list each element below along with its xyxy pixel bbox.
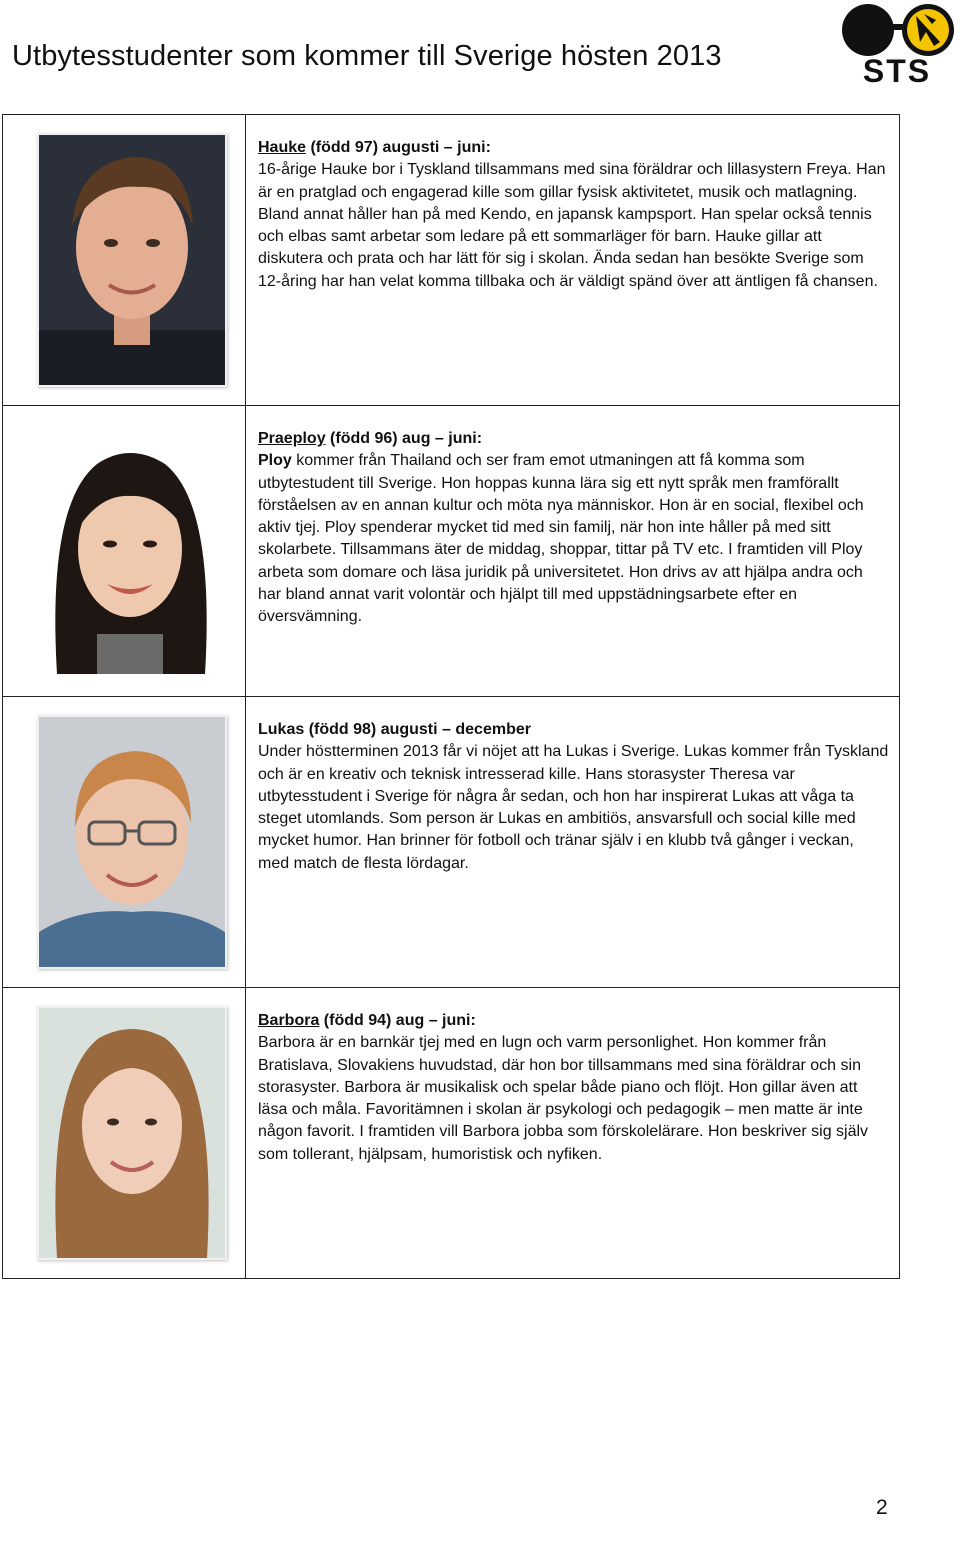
table-row xyxy=(3,988,900,1279)
student-bio xyxy=(258,450,889,628)
student-dates: (född 94) aug – juni: xyxy=(319,1012,476,1029)
sts-logo xyxy=(836,2,958,86)
student-dates: (född 98) augusti – december xyxy=(304,721,531,738)
table-row xyxy=(3,115,900,406)
student-photo-barbora xyxy=(37,1006,227,1260)
page-number: 2 xyxy=(876,1496,888,1519)
page-title: Utbytesstudenter som kommer till Sverige hösten 2013 xyxy=(12,40,722,72)
student-photo-hauke xyxy=(37,133,227,387)
student-dates: (född 96) aug – juni: xyxy=(325,430,483,447)
table-row xyxy=(3,697,900,988)
student-heading xyxy=(258,428,889,450)
student-bio: Barbora är en barnkär tjej med en lugn och varm personlighet. Hon kommer från Bratislava, Slovakiens huvudstad, där hon bor tillsammans med sina föräldrar och sin storasyster. Barbora är musikalisk och spelar både piano och flöjt. Hon gillar även att läsa och måla. Favoritämnen i skolan är psykologi och pedagogik – men matte är inte någon favorit. I framtiden vill Barbora jobba som förskolelärare. Hon beskriver sig själv som tollerant, hjälpsam, humoristisk och nyfiken. xyxy=(258,1034,869,1163)
student-name: Barbora xyxy=(258,1012,320,1029)
student-name: Lukas xyxy=(258,721,305,738)
student-bio-text: kommer från Thailand och ser fram emot utmaningen att få komma som utbytestudent till Sverige. Hon hoppas kunna lära sig ett nytt språk men framförallt förståelsen av en annan kultur och möta nya människor. Hon är en social, flexibel och aktiv tjej. Ploy spenderar mycket tid med sin familj, när hon inte håller på med sitt skolarbete. Tillsammans äter de middag, shoppar, tittar på TV etc. I framtiden vill Ploy arbeta som domare och läsa juridik på universitetet. Hon drivs av att hjälpa andra och har bland annat varit volontär och hjälpt till med uppstädningsarbete efter en översvämning. xyxy=(258,452,864,626)
student-bio: 16-årige Hauke bor i Tyskland tillsammans med sina föräldrar och lillasystern Freya. Han är en pratglad och engagerad kille som gillar fysisk aktivitetet, musik och matlagning. Bland annat håller han på med Kendo, en japansk kampsport. Han spelar också tennis och elbas samt arbetar som ledare på ett sommarläger för barn. Hauke gillar att diskutera och prata och har lätt för sig i skolan. Ända sedan han besökte Sverige som 12-åring har han velat komma tillbaka och är väldigt spänd över att äntligen få chansen. xyxy=(258,161,886,290)
student-dates: (född 97) augusti – juni: xyxy=(306,139,491,156)
student-photo-lukas xyxy=(37,715,227,969)
table-row xyxy=(3,406,900,697)
student-nickname: Ploy xyxy=(258,452,292,470)
student-heading xyxy=(258,719,889,741)
student-heading xyxy=(258,1010,889,1032)
student-table xyxy=(2,114,900,1279)
logo-text: STS xyxy=(862,53,932,86)
student-name: Hauke xyxy=(258,139,307,156)
student-heading xyxy=(258,137,889,159)
student-name: Praeploy xyxy=(258,430,326,447)
student-bio: Under höstterminen 2013 får vi nöjet att ha Lukas i Sverige. Lukas kommer från Tyskland och är en kreativ och teknisk intresserad kille. Hans storasyster Theresa var utbytesstudent i Sverige för några år sedan, och hon har inspirerat Lukas att våga ta steget utomlands. Som person är Lukas en ambitiös, ansvarsfull och social kille med mycket humor. Han brinner för fotboll och tränar själv i en klubb två gånger i veckan, med match de flesta lördagar. xyxy=(258,743,889,872)
student-photo-praeploy xyxy=(37,424,223,674)
